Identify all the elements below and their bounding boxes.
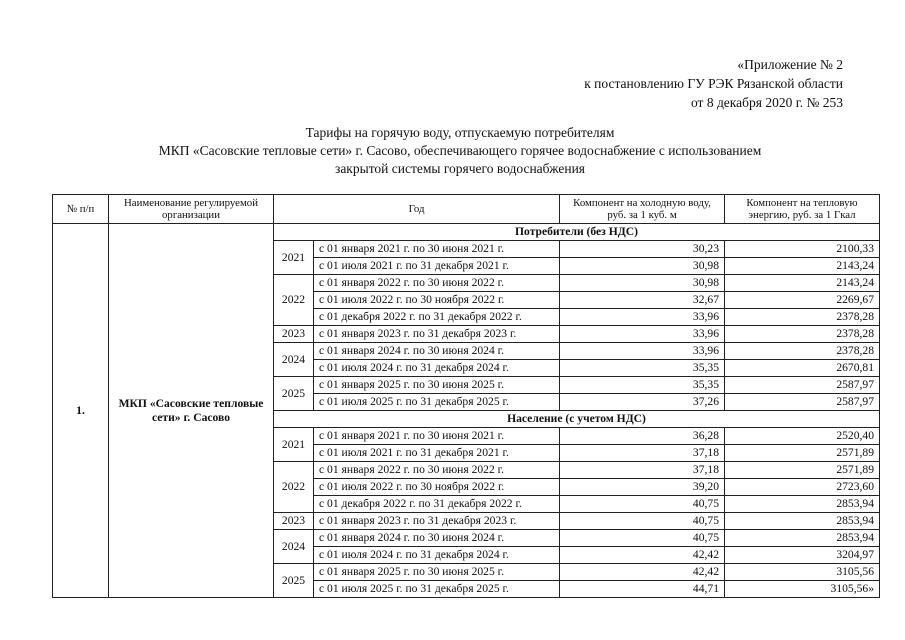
cold-water-value: 33,96 [560, 309, 725, 326]
title-line-3: закрытой системы горячего водоснабжения [334, 161, 586, 176]
table-header-row [53, 195, 880, 224]
heat-energy-value: 2143,24 [725, 258, 880, 275]
organization-name: МКП «Сасовские тепловые сети» г. Сасово [109, 224, 274, 598]
period-cell: с 01 июля 2025 г. по 31 декабря 2025 г. [314, 394, 560, 411]
heat-energy-value: 2571,89 [725, 445, 880, 462]
year-cell: 2022 [274, 275, 314, 326]
heat-energy-value: 2587,97 [725, 377, 880, 394]
heat-energy-value: 2723,60 [725, 479, 880, 496]
cold-water-value: 35,35 [560, 360, 725, 377]
cold-water-value: 40,75 [560, 513, 725, 530]
heat-energy-value: 2853,94 [725, 530, 880, 547]
header-num: № п/п [53, 195, 109, 224]
cold-water-value: 37,18 [560, 445, 725, 462]
heat-energy-value: 2571,89 [725, 462, 880, 479]
group-header-row [53, 224, 880, 241]
period-cell: с 01 июля 2025 г. по 31 декабря 2025 г. [314, 581, 560, 598]
heat-energy-value: 3105,56» [725, 581, 880, 598]
period-cell: с 01 января 2025 г. по 30 июня 2025 г. [314, 377, 560, 394]
period-cell: с 01 января 2024 г. по 30 июня 2024 г. [314, 530, 560, 547]
row-index: 1. [53, 224, 109, 598]
period-cell: с 01 июля 2024 г. по 31 декабря 2024 г. [314, 360, 560, 377]
cold-water-value: 44,71 [560, 581, 725, 598]
period-cell: с 01 января 2024 г. по 30 июня 2024 г. [314, 343, 560, 360]
heat-energy-value: 2378,28 [725, 309, 880, 326]
year-cell: 2025 [274, 564, 314, 598]
year-cell: 2021 [274, 428, 314, 462]
title-line-1: Тарифы на горячую воду, отпускаемую потребителям [305, 125, 615, 140]
year-cell: 2021 [274, 241, 314, 275]
header-cold: Компонент на холодную воду, руб. за 1 куб. м [560, 195, 725, 224]
cold-water-value: 39,20 [560, 479, 725, 496]
header-year: Год [274, 195, 560, 224]
cold-water-value: 33,96 [560, 326, 725, 343]
table-body [53, 224, 880, 598]
cold-water-value: 37,18 [560, 462, 725, 479]
cold-water-value: 40,75 [560, 530, 725, 547]
period-cell: с 01 июля 2022 г. по 30 ноября 2022 г. [314, 292, 560, 309]
appendix-header [584, 55, 843, 112]
year-cell: 2022 [274, 462, 314, 513]
year-cell: 2024 [274, 530, 314, 564]
group-label: Потребители (без НДС) [274, 224, 880, 241]
cold-water-value: 33,96 [560, 343, 725, 360]
period-cell: с 01 января 2023 г. по 31 декабря 2023 г. [314, 513, 560, 530]
header-heat: Компонент на тепловую энергию, руб. за 1 Гкал [725, 195, 880, 224]
period-cell: с 01 января 2025 г. по 30 июня 2025 г. [314, 564, 560, 581]
appendix-line-3: от 8 декабря 2020 г. № 253 [690, 95, 843, 110]
cold-water-value: 30,98 [560, 258, 725, 275]
cold-water-value: 42,42 [560, 564, 725, 581]
cold-water-value: 30,98 [560, 275, 725, 292]
year-cell: 2023 [274, 326, 314, 343]
period-cell: с 01 июля 2021 г. по 31 декабря 2021 г. [314, 258, 560, 275]
period-cell: с 01 декабря 2022 г. по 31 декабря 2022 г. [314, 309, 560, 326]
cold-water-value: 42,42 [560, 547, 725, 564]
heat-energy-value: 2100,33 [725, 241, 880, 258]
heat-energy-value: 2520,40 [725, 428, 880, 445]
cold-water-value: 36,28 [560, 428, 725, 445]
tariff-table [52, 194, 880, 598]
cold-water-value: 32,67 [560, 292, 725, 309]
period-cell: с 01 июля 2021 г. по 31 декабря 2021 г. [314, 445, 560, 462]
heat-energy-value: 3204,97 [725, 547, 880, 564]
period-cell: с 01 июля 2022 г. по 30 ноября 2022 г. [314, 479, 560, 496]
period-cell: с 01 января 2021 г. по 30 июня 2021 г. [314, 428, 560, 445]
cold-water-value: 37,26 [560, 394, 725, 411]
heat-energy-value: 2670,81 [725, 360, 880, 377]
group-label: Население (с учетом НДС) [274, 411, 880, 428]
cold-water-value: 30,23 [560, 241, 725, 258]
document-title [60, 124, 860, 178]
period-cell: с 01 декабря 2022 г. по 31 декабря 2022 г. [314, 496, 560, 513]
appendix-line-1: «Приложение № 2 [737, 57, 843, 72]
heat-energy-value: 3105,56 [725, 564, 880, 581]
appendix-line-2: к постановлению ГУ РЭК Рязанской области [584, 76, 843, 91]
period-cell: с 01 января 2021 г. по 30 июня 2021 г. [314, 241, 560, 258]
heat-energy-value: 2853,94 [725, 496, 880, 513]
year-cell: 2025 [274, 377, 314, 411]
heat-energy-value: 2378,28 [725, 343, 880, 360]
cold-water-value: 35,35 [560, 377, 725, 394]
period-cell: с 01 января 2022 г. по 30 июня 2022 г. [314, 275, 560, 292]
heat-energy-value: 2587,97 [725, 394, 880, 411]
year-cell: 2024 [274, 343, 314, 377]
cold-water-value: 40,75 [560, 496, 725, 513]
heat-energy-value: 2143,24 [725, 275, 880, 292]
period-cell: с 01 января 2022 г. по 30 июня 2022 г. [314, 462, 560, 479]
header-org: Наименование регулируемой организации [109, 195, 274, 224]
heat-energy-value: 2378,28 [725, 326, 880, 343]
heat-energy-value: 2269,67 [725, 292, 880, 309]
title-line-2: МКП «Сасовские тепловые сети» г. Сасово, обеспечивающего горячее водоснабжение с использованием [158, 143, 762, 158]
period-cell: с 01 января 2023 г. по 31 декабря 2023 г. [314, 326, 560, 343]
heat-energy-value: 2853,94 [725, 513, 880, 530]
year-cell: 2023 [274, 513, 314, 530]
period-cell: с 01 июля 2024 г. по 31 декабря 2024 г. [314, 547, 560, 564]
